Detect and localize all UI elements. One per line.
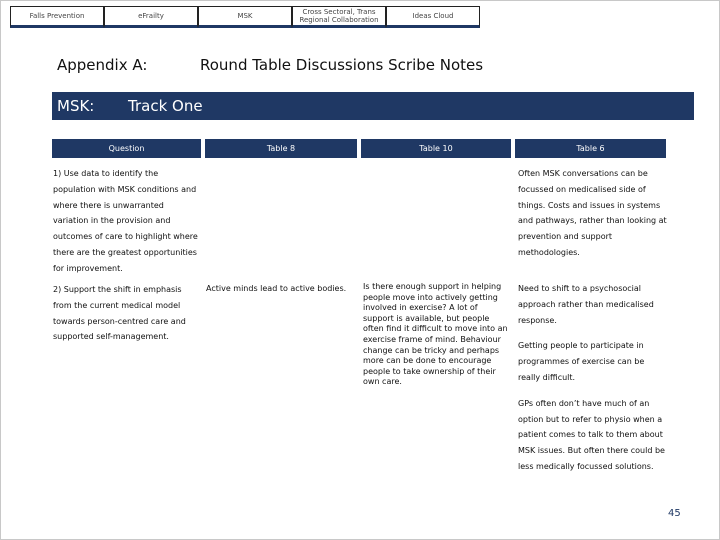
row1-table-6: Often MSK conversations can be focussed on medicalised side of things. Costs and issues in systems and pathways, rather than looking at prevention and support methodologies. [518,169,667,257]
row2-table-6 [518,281,668,475]
tab-falls-prevention[interactable]: Falls Prevention [10,6,104,28]
appendix-label: Appendix A: [57,56,148,74]
row2-table-8: Active minds lead to active bodies. [206,284,347,293]
tab-bar [10,6,710,30]
tab-cross-sectoral[interactable]: Cross Sectoral, Trans Regional Collaboration [292,6,386,28]
column-header-table-6: Table 6 [515,139,666,158]
page-number: 45 [668,508,681,519]
banner-topic: MSK: [57,97,95,115]
column-header-table-8: Table 8 [205,139,357,158]
row2-question: 2) Support the shift in emphasis from the current medical model towards person-centred care and supported self-management. [53,285,186,342]
row2-table-6-paragraph-2: Getting people to participate in programmes of exercise can be really difficult. [518,341,645,382]
page-title: Round Table Discussions Scribe Notes [200,56,484,74]
row2-table-6-paragraph-1: Need to shift to a psychosocial approach rather than medicalised response. [518,284,654,325]
column-header-table-10: Table 10 [361,139,511,158]
banner-track: Track One [128,97,203,115]
column-header-question: Question [52,139,201,158]
tab-ideas-cloud[interactable]: Ideas Cloud [386,6,480,28]
row1-question: 1) Use data to identify the population with MSK conditions and where there is unwarranted variation in the provision and outcomes of care to highlight where there are the greatest opportunities for improvement. [53,169,198,273]
section-banner [52,92,694,120]
tab-msk[interactable]: MSK [198,6,292,28]
row2-table-10: Is there enough support in helping people move into actively getting involved in exercise? A lot of support is available, but people often find it difficult to move into an exercise frame of mind. Behaviour change can be tricky and perhaps more can be done to encourage people to take ownership of their own care. [363,282,508,387]
tab-efrailty[interactable]: eFrailty [104,6,198,28]
row2-table-6-paragraph-3: GPs often don’t have much of an option but to refer to physio when a patient comes to talk to them about MSK issues. But often there could be less medically focussed solutions. [518,398,665,471]
